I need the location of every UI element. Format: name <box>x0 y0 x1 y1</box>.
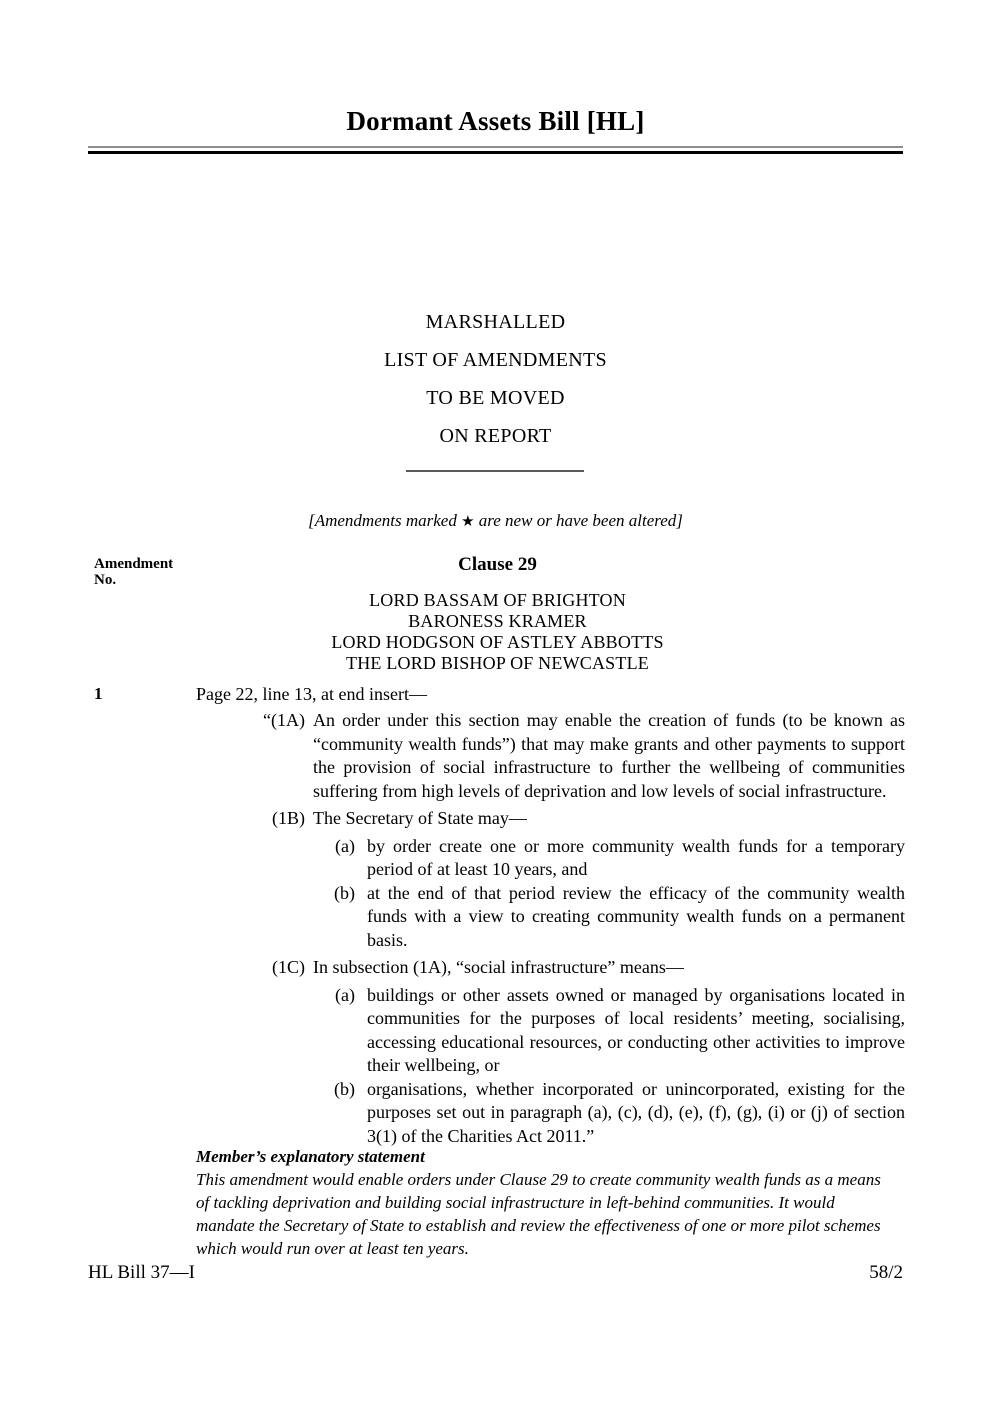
item-text: In subsection (1A), “social infrastructure” means— <box>313 957 684 977</box>
page-title: Dormant Assets Bill [HL] <box>346 106 645 136</box>
amendment-subitem <box>196 835 905 882</box>
margin-label-line-1: Amendment <box>94 556 174 572</box>
item-marker: “(1A) <box>263 710 305 730</box>
amendment-subitem <box>196 984 905 1078</box>
item-text: The Secretary of State may— <box>313 808 527 828</box>
amendment-intro-line: Page 22, line 13, at end insert— <box>196 684 427 704</box>
explanatory-statement-title: Member’s explanatory statement <box>196 1147 425 1166</box>
amendment-item <box>196 807 905 831</box>
title-rule <box>88 146 903 154</box>
footer-page-reference: 58/2 <box>869 1262 903 1283</box>
heading-divider-rule <box>406 470 584 472</box>
explanatory-statement-body: This amendment would enable orders under Clause 29 to create community wealth funds as a means of tackling deprivation and building social infrastructure in left-behind communities. It would mandate the Secretary of State to establish and review the effectiveness of one or more pilot schemes which would run over at least ten years. <box>196 1170 881 1258</box>
sponsor-name: LORD HODGSON OF ASTLEY ABBOTTS <box>331 632 664 652</box>
title-rule-thick <box>88 151 903 154</box>
heading-line-marshalled: MARSHALLED <box>425 311 566 333</box>
subitem-text: by order create one or more community wealth funds for a temporary period of at least 10 years, and <box>367 835 905 879</box>
clause-heading: Clause 29 <box>458 554 537 575</box>
amendment-item <box>196 956 905 980</box>
star-note-text-after: are new or have been altered <box>474 511 677 530</box>
amendment-subitem <box>196 882 905 953</box>
subitem-marker: (a) <box>335 984 355 1005</box>
star-note-close-bracket: ] <box>676 511 683 530</box>
subitem-text: organisations, whether incorporated or unincorporated, existing for the purposes set out in paragraph (a), (c), (d), (e), (f), (g), (i) or (j) of section 3(1) of the Charities Act 2011.” <box>367 1078 905 1146</box>
document-heading-block <box>88 303 903 455</box>
star-note <box>88 511 903 531</box>
heading-line-to-be-moved: TO BE MOVED <box>426 387 565 409</box>
item-marker: (1B) <box>272 808 305 828</box>
sponsor-name: THE LORD BISHOP OF NEWCASTLE <box>346 653 649 673</box>
star-icon: ★ <box>461 514 475 530</box>
sponsor-list <box>190 590 805 674</box>
item-text: An order under this section may enable the creation of funds (to be known as “community wealth funds”) that may make grants and other payments to support the provision of social infrastructure to further the wellbeing of communities suffering from high levels of deprivation and low levels of social infrastructure. <box>313 710 905 801</box>
item-marker: (1C) <box>272 957 305 977</box>
sponsor-name: BARONESS KRAMER <box>408 611 587 631</box>
subitem-text: buildings or other assets owned or managed by organisations located in communities for the purposes of local residents’ meeting, socialising, accessing educational resources, or conducting other activities to improve their wellbeing, or <box>367 984 905 1075</box>
amendment-item <box>196 709 905 803</box>
star-note-text-before: Amendments marked <box>314 511 462 530</box>
amendment-number: 1 <box>94 684 103 703</box>
subitem-marker: (b) <box>334 882 355 903</box>
amendment-subitem <box>196 1078 905 1149</box>
explanatory-statement <box>196 1145 896 1260</box>
sponsor-name: LORD BASSAM OF BRIGHTON <box>369 590 626 610</box>
footer-bill-reference: HL Bill 37—I <box>88 1262 195 1283</box>
subitem-marker: (b) <box>334 1078 355 1099</box>
amendment-body <box>196 709 905 1148</box>
heading-line-list-of-amendments: LIST OF AMENDMENTS <box>384 349 607 371</box>
subitem-marker: (a) <box>335 835 355 856</box>
heading-line-on-report: ON REPORT <box>439 425 552 447</box>
subitem-text: at the end of that period review the efficacy of the community wealth funds with a view to creating community wealth funds on a permanent basis. <box>367 882 905 950</box>
star-note-open-bracket: [ <box>308 511 315 530</box>
margin-label-line-2: No. <box>94 572 117 588</box>
